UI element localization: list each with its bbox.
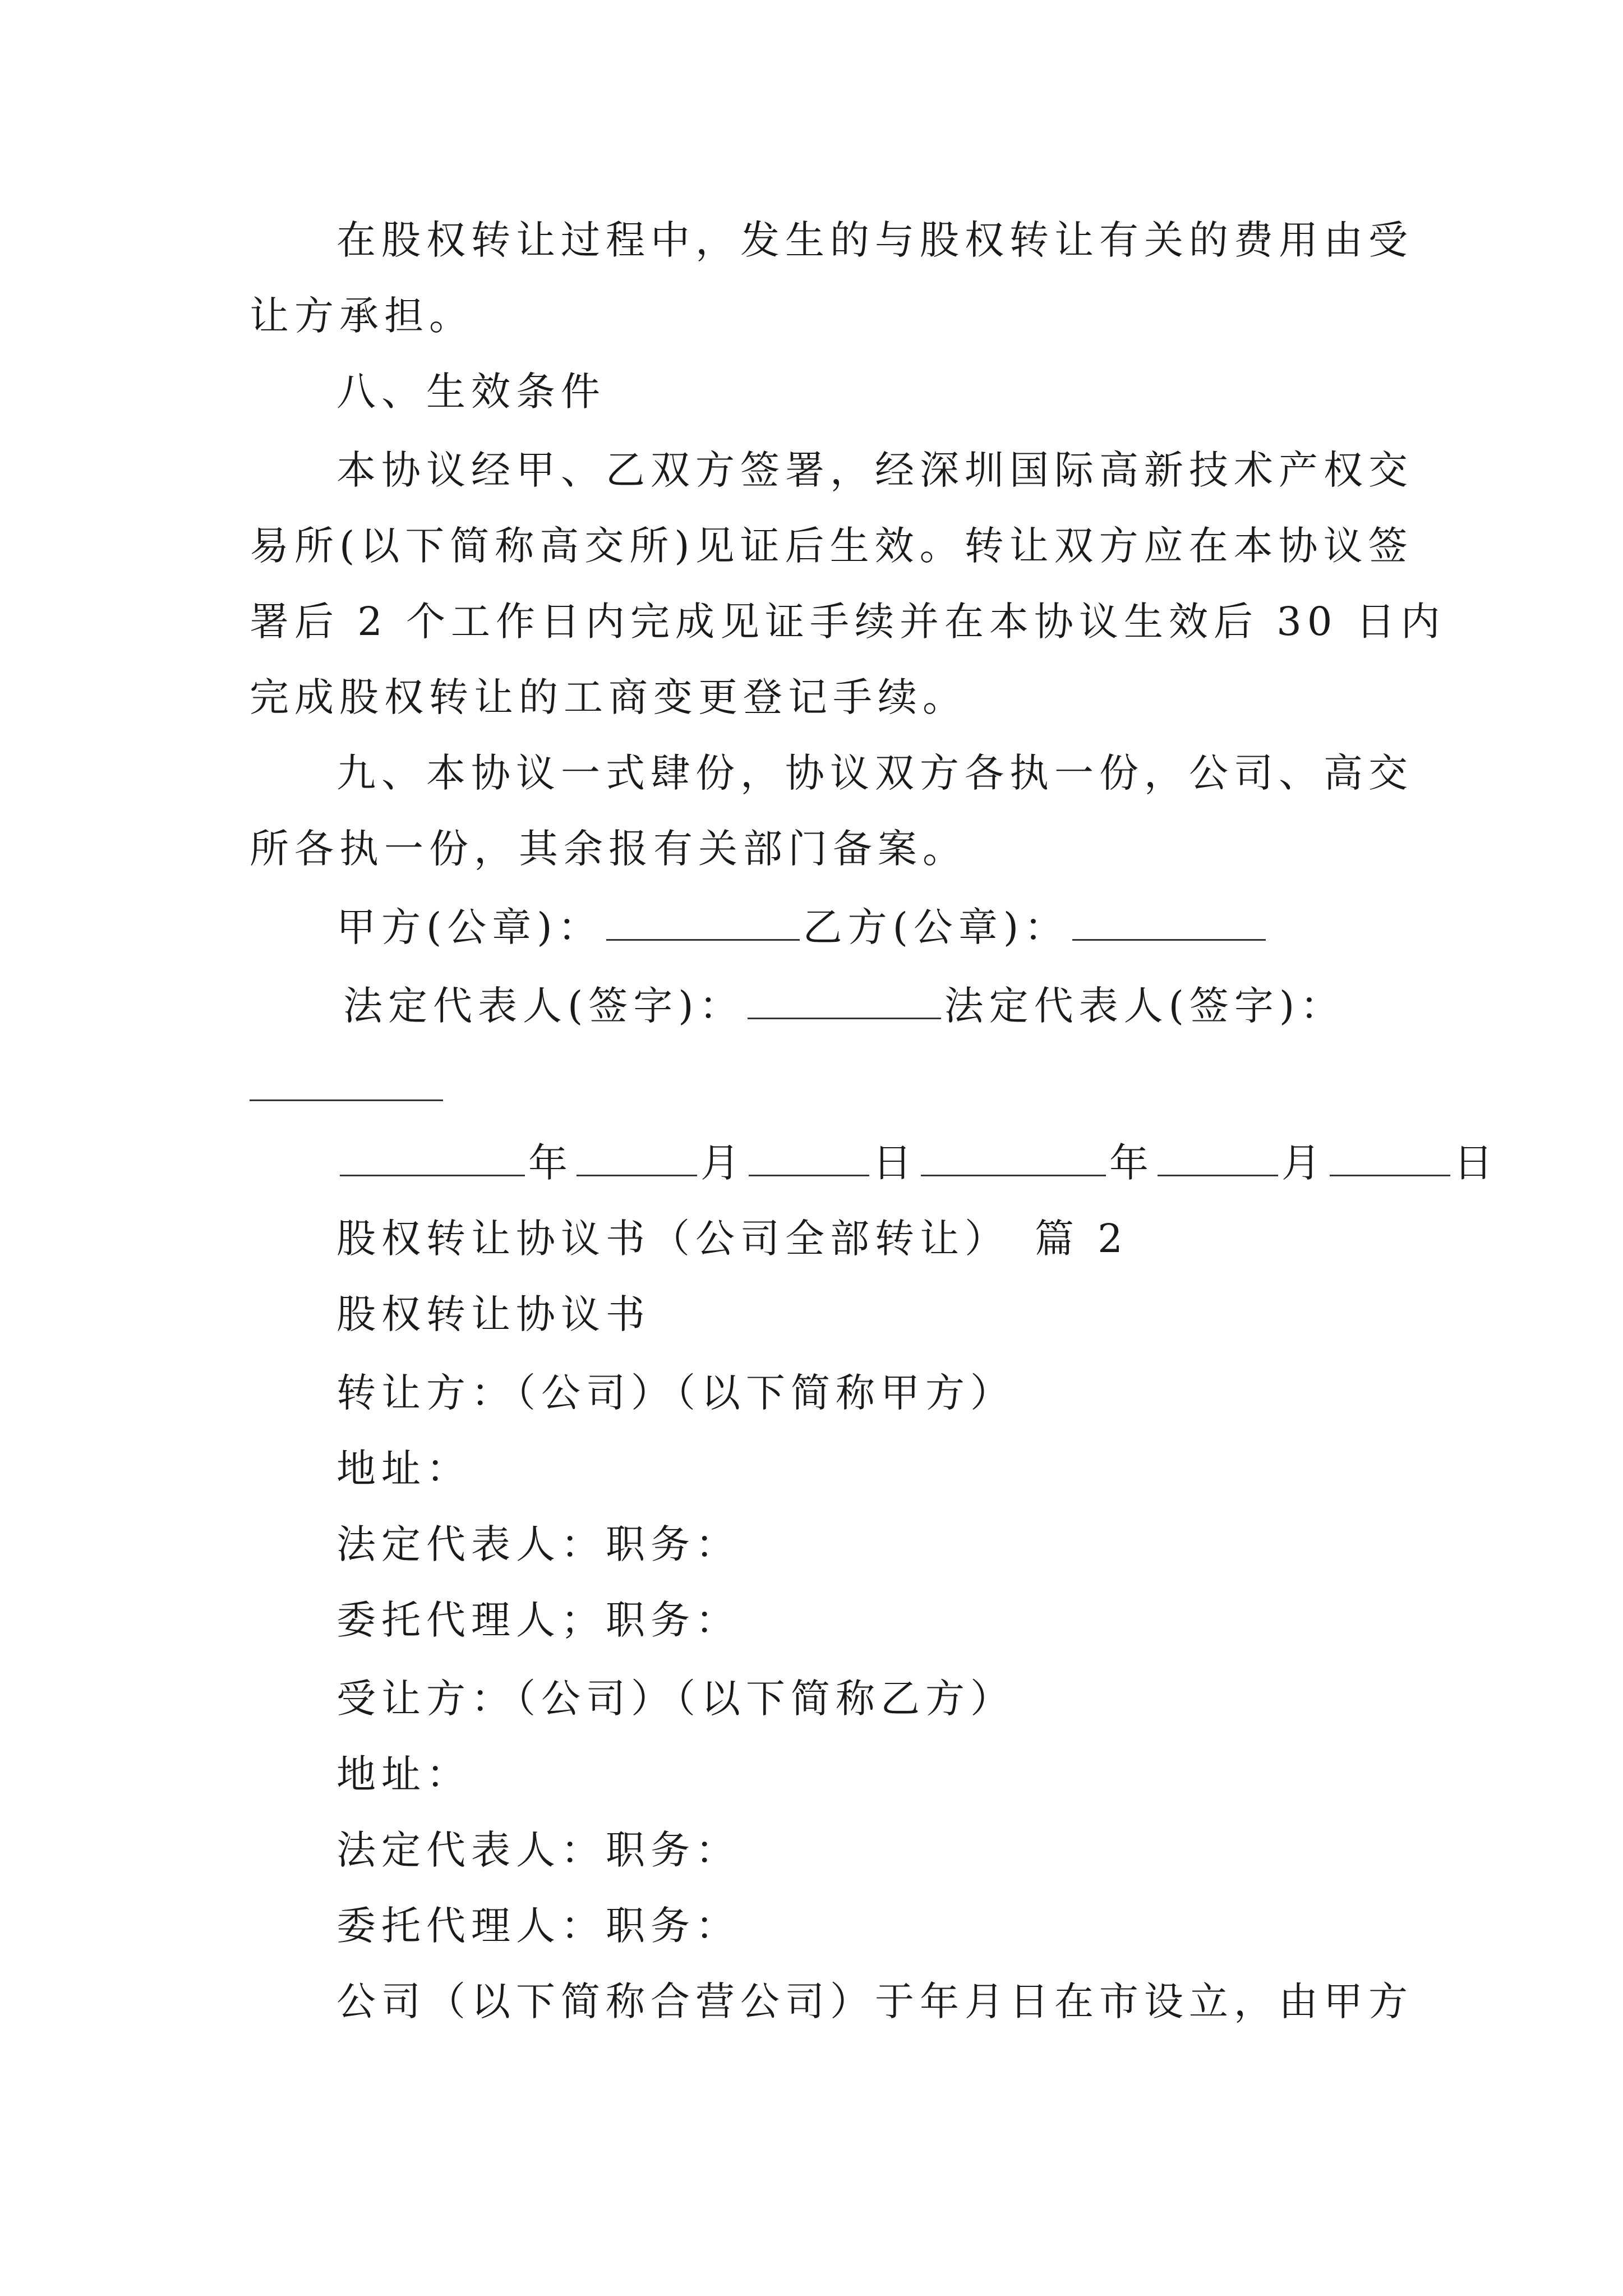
legal-rep-a-line: 法定代表人：职务：	[336, 1521, 740, 1567]
paragraph-line: 本协议经甲、乙双方签署，经深圳国际高新技术产权交	[336, 447, 1413, 493]
party-b-seal-label: 乙方(公章)：	[803, 904, 1069, 950]
paragraph-line: 所各执一份，其余报有关部门备案。	[250, 826, 967, 872]
address-a-line: 地址：	[336, 1446, 471, 1492]
day-label: 日	[873, 1140, 917, 1186]
date-line	[336, 1136, 1498, 1190]
agent-a-line: 委托代理人；职务：	[336, 1597, 740, 1643]
party-b-seal-blank	[1072, 939, 1266, 941]
year-blank	[340, 1175, 525, 1176]
seal-line	[336, 900, 1269, 954]
legal-rep-b-label: 法定代表人(签字)：	[944, 983, 1345, 1029]
legal-rep-signature-line	[343, 979, 1345, 1033]
part2-heading: 股权转让协议书（公司全部转让） 篇 2	[336, 1216, 1128, 1262]
year-label: 年	[528, 1140, 573, 1186]
transferor-line: 转让方：（公司）（以下简称甲方）	[336, 1370, 1015, 1416]
agent-b-line: 委托代理人：职务：	[336, 1903, 740, 1949]
month-blank	[577, 1175, 697, 1176]
day-blank	[1330, 1175, 1450, 1176]
party-a-seal-label: 甲方(公章)：	[336, 904, 603, 950]
legal-rep-b-blank	[250, 1099, 443, 1101]
paragraph-line: 完成股权转让的工商变更登记手续。	[250, 674, 967, 720]
year-label: 年	[1109, 1140, 1154, 1186]
paragraph-line: 署后 2 个工作日内完成见证手续并在本协议生效后 30 日内	[250, 599, 1446, 645]
company-intro-line: 公司（以下简称合营公司）于年月日在市设立，由甲方	[336, 1978, 1413, 2024]
party-a-seal-blank	[606, 939, 800, 941]
day-blank	[749, 1175, 869, 1176]
year-blank	[921, 1175, 1106, 1176]
paragraph-line: 易所(以下简称高交所)见证后生效。转让双方应在本协议签	[250, 523, 1413, 569]
legal-rep-b-line: 法定代表人：职务：	[336, 1827, 740, 1873]
part2-title: 股权转让协议书	[336, 1291, 651, 1337]
month-label: 月	[1281, 1140, 1326, 1186]
address-b-line: 地址：	[336, 1751, 471, 1797]
month-blank	[1158, 1175, 1278, 1176]
day-label: 日	[1454, 1140, 1498, 1186]
paragraph-line: 让方承担。	[250, 293, 474, 339]
legal-rep-a-label: 法定代表人(签字)：	[343, 983, 744, 1029]
paragraph-line: 九、本协议一式肆份，协议双方各执一份，公司、高交	[336, 750, 1413, 796]
section-heading-effective-conditions: 八、生效条件	[336, 369, 606, 415]
month-label: 月	[700, 1140, 745, 1186]
paragraph-line: 在股权转让过程中，发生的与股权转让有关的费用由受	[336, 217, 1413, 263]
transferee-line: 受让方：（公司）（以下简称乙方）	[336, 1676, 1015, 1722]
legal-rep-a-blank	[748, 1018, 941, 1019]
